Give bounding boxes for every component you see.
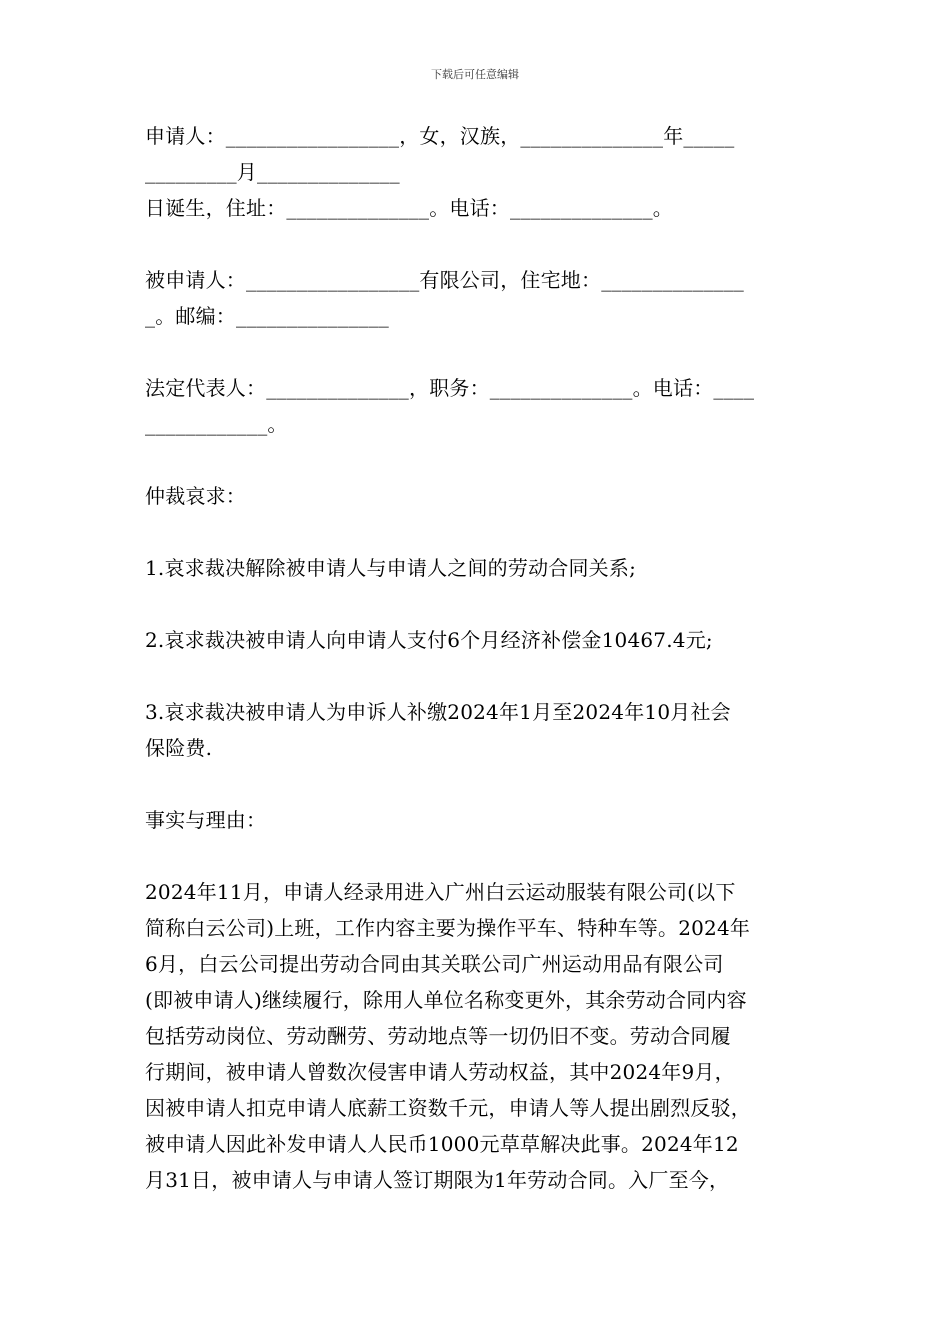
facts-line: (即被申请人)继续履行，除用人单位名称变更外，其余劳动合同内容 bbox=[145, 988, 747, 1012]
claim-2: 2.哀求裁决被申请人向申请人支付6个月经济补偿金10467.4元; bbox=[145, 628, 713, 652]
legal-rep-line-2: ____________。 bbox=[145, 412, 288, 436]
facts-line: 因被申请人扣克申请人底薪工资数千元，申请人等人提出剧烈反驳， bbox=[145, 1096, 751, 1120]
claim-3 bbox=[145, 694, 810, 766]
facts-line: 被申请人因此补发申请人人民币1000元草草解决此事。2024年12 bbox=[145, 1132, 739, 1156]
respondent-section bbox=[145, 262, 810, 334]
document-body bbox=[145, 118, 810, 1198]
facts-line: 包括劳动岗位、劳动酬劳、劳动地点等一切仍旧不变。劳动合同履 bbox=[145, 1024, 731, 1048]
claim-3-line-1: 3.哀求裁决被申请人为申诉人补缴2024年1月至2024年10月社会 bbox=[145, 700, 731, 724]
facts-line: 行期间，被申请人曾数次侵害申请人劳动权益，其中2024年9月， bbox=[145, 1060, 735, 1084]
facts-line: 2024年11月，申请人经录用进入广州白云运动服装有限公司(以下 bbox=[145, 880, 736, 904]
applicant-line-3: 日诞生，住址：______________。电话：______________。 bbox=[145, 196, 673, 220]
facts-paragraph bbox=[145, 874, 810, 1198]
legal-rep-line-1: 法定代表人：______________，职务：______________。电话：____ bbox=[145, 376, 755, 400]
claim-3-line-2: 保险费. bbox=[145, 736, 213, 760]
facts-line: 月31日，被申请人与申请人签订期限为1年劳动合同。入厂至今， bbox=[145, 1168, 730, 1192]
applicant-line-2: _________月______________ bbox=[145, 160, 400, 184]
applicant-line-1: 申请人：_________________，女，汉族，______________年_____ bbox=[145, 124, 735, 148]
legal-representative-section bbox=[145, 370, 810, 442]
respondent-line-2: _。邮编：_______________ bbox=[145, 304, 389, 328]
applicant-section bbox=[145, 118, 810, 226]
claims-heading: 仲裁哀求： bbox=[145, 484, 246, 508]
claim-1: 1.哀求裁决解除被申请人与申请人之间的劳动合同关系; bbox=[145, 556, 637, 580]
facts-line: 6月，白云公司提出劳动合同由其关联公司广州运动用品有限公司 bbox=[145, 952, 724, 976]
facts-line: 简称白云公司)上班，工作内容主要为操作平车、特种车等。2024年 bbox=[145, 916, 751, 940]
respondent-line-1: 被申请人：_________________有限公司，住宅地：______________ bbox=[145, 268, 744, 292]
facts-heading: 事实与理由： bbox=[145, 808, 267, 832]
page-header-note: 下载后可任意编辑 bbox=[431, 68, 519, 81]
